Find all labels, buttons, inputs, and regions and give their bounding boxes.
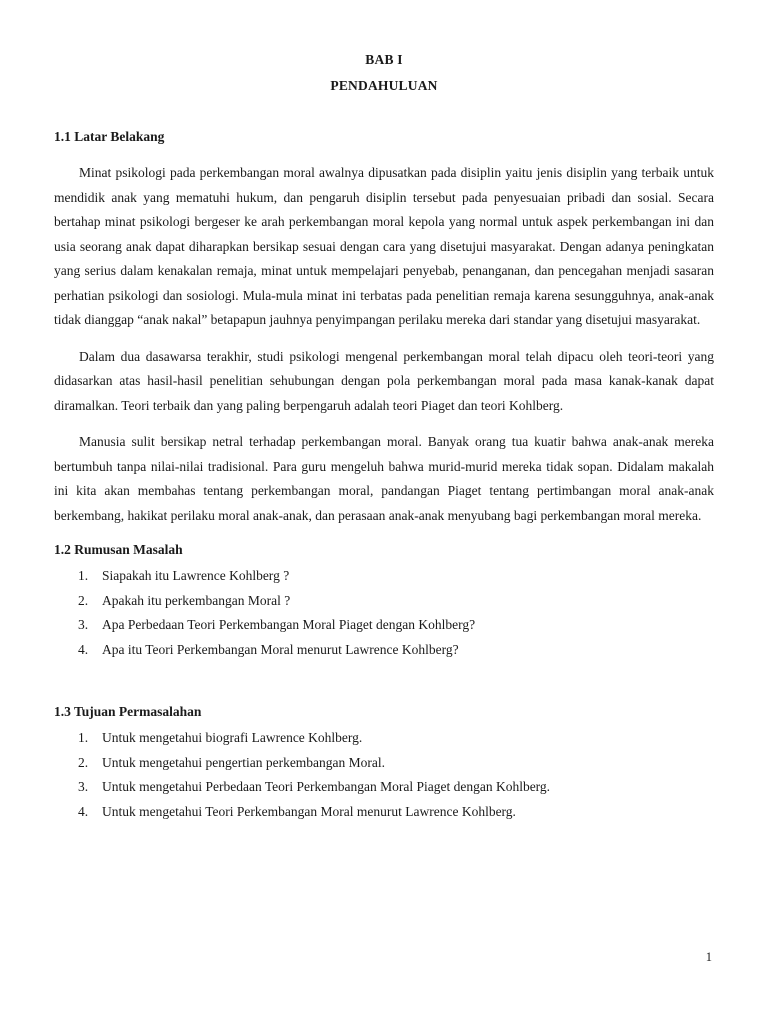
- list-item-number: 4.: [78, 641, 89, 657]
- chapter-label: BAB I: [365, 52, 403, 67]
- list-item-text: Untuk mengetahui biografi Lawrence Kohlberg.: [102, 730, 363, 745]
- list-item-number: 4.: [78, 803, 89, 819]
- list-item-text: Untuk mengetahui Teori Perkembangan Moral menurut Lawrence Kohlberg.: [102, 803, 516, 819]
- list-item-text: Untuk mengetahui pengertian perkembangan Moral.: [102, 754, 386, 770]
- list-item-text: Apa Perbedaan Teori Perkembangan Moral Piaget dengan Kohlberg?: [102, 617, 476, 632]
- document-body: [54, 127, 714, 824]
- list-item-number: 3.: [78, 779, 89, 794]
- list-item-number: 2.: [78, 754, 89, 770]
- list-item: [54, 564, 714, 589]
- list-item-text: Siapakah itu Lawrence Kohlberg ?: [102, 568, 290, 583]
- section-heading-tujuan-permasalahan: 1.3 Tujuan Permasalahan: [54, 704, 202, 719]
- list-item-text: Apa itu Teori Perkembangan Moral menurut Lawrence Kohlberg?: [102, 641, 459, 657]
- section-heading-latar-belakang: 1.1 Latar Belakang: [54, 129, 165, 144]
- section-heading-rumusan-masalah: 1.2 Rumusan Masalah: [54, 542, 183, 557]
- list-item: [54, 613, 714, 638]
- page-number: 1: [705, 950, 712, 964]
- list-item-number: 1.: [78, 568, 89, 583]
- list-item-number: 1.: [78, 730, 89, 745]
- list-item-text: Untuk mengetahui Perbedaan Teori Perkembangan Moral Piaget dengan Kohlberg.: [102, 779, 551, 794]
- paragraph: Minat psikologi pada perkembangan moral awalnya dipusatkan pada disiplin yaitu jenis disiplin yang terbaik untuk mendidik anak yang mematuhi hukum, dan pengaruh disiplin tersebut pada penyesuaian pribadi dan sosial. Secara bertahap minat psikologi bergeser ke arah perkembangan moral kepola yang normal untuk aspek perkembangan ini dan usia seorang anak dapat diharapkan bersikap sesuai dengan cara yang disetujui masyarakat. Dengan adanya peningkatan yang serius dalam kenakalan remaja, minat untuk mempelajari penyebab, penanganan, dan pencegahan menjadi sasaran perhatian psikologi dan sosiologi. Mula-mula minat ini terbatas pada penelitian remaja karena sesungguhnya, anak-anak tidak dianggap “anak nakal” betapapun jauhnya penyimpangan perilaku mereka dari standar yang disetujui masyarakat.: [54, 165, 714, 327]
- chapter-title: PENDAHULUAN: [330, 78, 438, 93]
- list-item-number: 2.: [78, 592, 89, 608]
- list-item-text: Apakah itu perkembangan Moral ?: [102, 592, 291, 608]
- tujuan-permasalahan-list: [54, 726, 714, 824]
- list-item: [54, 589, 714, 614]
- paragraph: Dalam dua dasawarsa terakhir, studi psikologi mengenal perkembangan moral telah dipacu oleh teori-teori yang didasarkan atas hasil-hasil penelitian sehubungan dengan pola perkembangan moral pada masa kanak-kanak dapat diramalkan. Teori terbaik dan yang paling berpengaruh adalah teori Piaget dan teori Kohlberg.: [54, 348, 714, 413]
- list-item: [54, 726, 714, 751]
- list-item: [54, 638, 714, 663]
- list-item: [54, 751, 714, 776]
- paragraph: Manusia sulit bersikap netral terhadap perkembangan moral. Banyak orang tua kuatir bahwa anak-anak mereka bertumbuh tanpa nilai-nilai tradisional. Para guru mengeluh bahwa murid-murid mereka tidak sopan. Didalam makalah ini kita akan membahas tentang perkembangan moral, pandangan Piaget tentang pertimbangan moral anak-anak berkembang, hakikat perilaku moral anak-anak, dan perasaan anak-anak menyubang bagi perkembangan moral mereka.: [54, 434, 714, 523]
- rumusan-masalah-list: [54, 564, 714, 662]
- list-item: [54, 775, 714, 800]
- list-item-number: 3.: [78, 617, 89, 632]
- list-item: [54, 800, 714, 825]
